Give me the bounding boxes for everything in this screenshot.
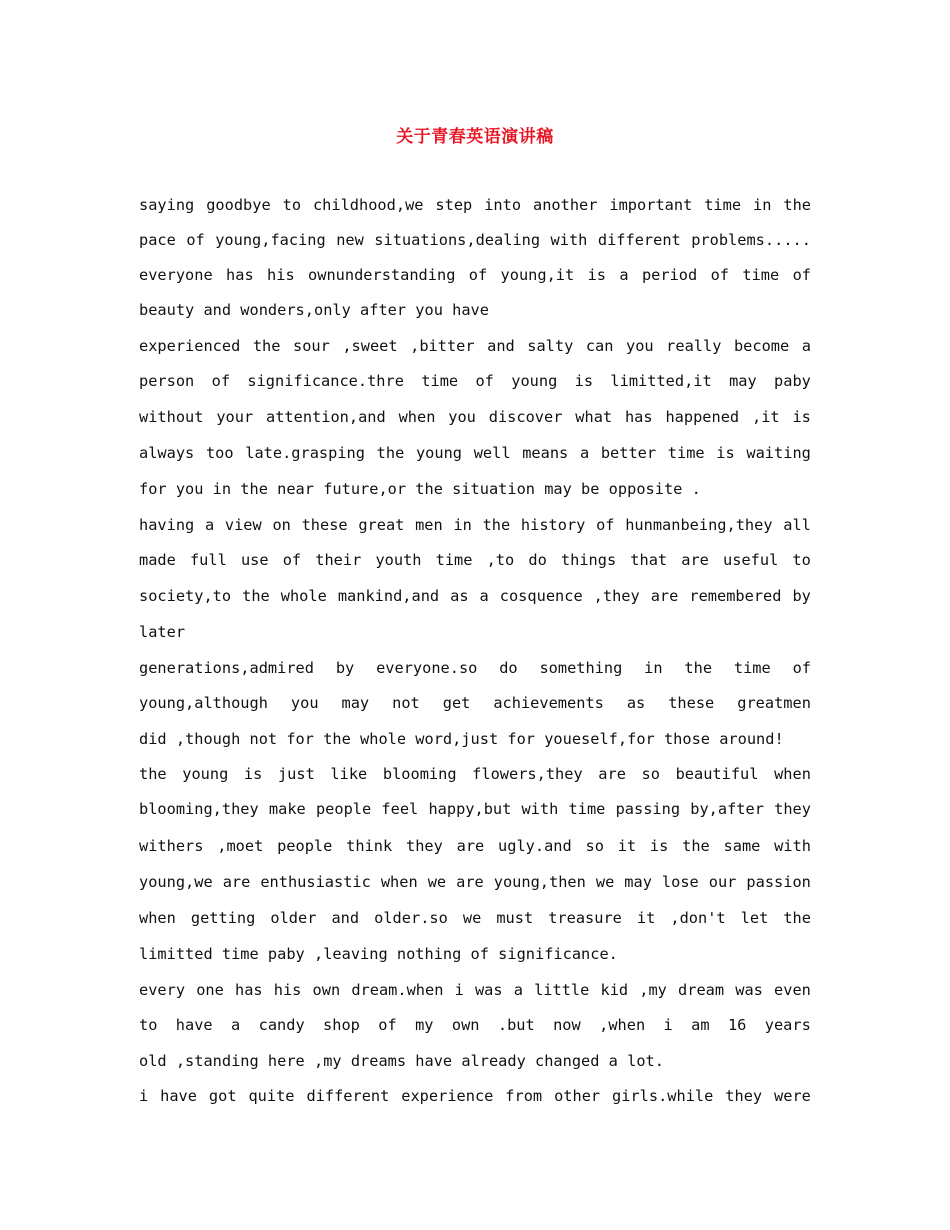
- word: beautiful: [675, 765, 759, 784]
- word: time: [733, 658, 771, 677]
- word: have: [160, 1087, 197, 1106]
- word: in: [644, 658, 663, 677]
- word: happy,but: [428, 800, 512, 819]
- word: situations,dealing: [374, 231, 541, 249]
- word: flowers,they: [472, 765, 583, 784]
- text-line: [139, 1007, 811, 1043]
- word: by: [335, 658, 355, 677]
- word: we: [427, 872, 447, 891]
- word: getting: [190, 909, 256, 928]
- word: when: [398, 407, 436, 426]
- text-line: [139, 578, 811, 614]
- word: everyone.so: [376, 658, 478, 677]
- word: get: [442, 693, 471, 712]
- word: is: [649, 836, 669, 855]
- word: with: [774, 836, 811, 855]
- word: do: [528, 550, 547, 569]
- word: significance.thre: [247, 371, 404, 390]
- text-line: [139, 1079, 811, 1113]
- word: of: [792, 266, 811, 285]
- word: it: [617, 836, 637, 855]
- word: ,when: [599, 1015, 646, 1034]
- word: that: [630, 550, 668, 569]
- word: like: [330, 765, 368, 784]
- word: important: [609, 196, 693, 214]
- word: i: [454, 980, 464, 999]
- word: these: [301, 515, 348, 534]
- word: a: [231, 1015, 241, 1034]
- word: sour: [292, 336, 330, 355]
- word: what: [575, 407, 613, 426]
- word: the: [783, 196, 811, 214]
- word: something: [539, 658, 623, 677]
- word: ownunderstanding: [308, 266, 456, 285]
- word: own: [451, 1015, 480, 1034]
- word: is: [243, 765, 263, 784]
- word: is: [716, 444, 735, 463]
- word: are: [681, 550, 709, 569]
- word: candy: [258, 1015, 305, 1034]
- word: of: [475, 371, 494, 390]
- word: time: [435, 550, 473, 569]
- word: their: [315, 550, 362, 569]
- word: years: [764, 1015, 811, 1034]
- word: enthusiastic: [260, 872, 371, 891]
- word: a: [204, 515, 215, 534]
- word: our: [708, 872, 737, 891]
- word: young: [415, 444, 463, 463]
- word: a: [619, 266, 629, 285]
- word: childhood,we: [312, 196, 424, 214]
- word: blooming: [382, 765, 457, 784]
- text-line: later: [139, 623, 186, 642]
- word: can: [585, 336, 614, 355]
- word: into: [484, 196, 522, 214]
- word: people: [315, 800, 372, 819]
- text-line: [139, 900, 811, 936]
- word: view: [224, 515, 262, 534]
- word: it: [636, 909, 656, 928]
- document-body: [139, 188, 811, 1113]
- text-line: beauty and wonders,only after you have: [139, 301, 489, 320]
- word: girls.while: [612, 1087, 714, 1106]
- word: young,then: [493, 872, 586, 891]
- word: ,moet: [217, 836, 264, 855]
- word: withers: [139, 836, 204, 855]
- word: was: [735, 980, 763, 999]
- word: my: [415, 1015, 434, 1034]
- word: made: [139, 550, 176, 569]
- word: great: [358, 515, 405, 534]
- word: have: [175, 1015, 213, 1034]
- word: experienced: [139, 336, 241, 355]
- word: same: [723, 836, 761, 855]
- text-line: [139, 757, 811, 791]
- word: just: [277, 765, 315, 784]
- word: happened: [665, 407, 740, 426]
- word: shop: [323, 1015, 360, 1034]
- word: has: [234, 980, 263, 999]
- word: may: [624, 872, 652, 891]
- word: are: [456, 872, 484, 891]
- word: people: [277, 836, 333, 855]
- word: the: [482, 515, 511, 534]
- word: you: [448, 407, 476, 426]
- word: when: [774, 765, 811, 784]
- word: useful: [723, 550, 779, 569]
- word: time: [568, 800, 606, 819]
- word: experience: [401, 1087, 494, 1106]
- word: remembered: [689, 587, 782, 606]
- word: young,although: [139, 693, 268, 712]
- word: must: [496, 909, 534, 928]
- word: by: [792, 587, 811, 606]
- word: are: [456, 836, 485, 855]
- word: the: [783, 909, 811, 928]
- word: young,facing: [215, 231, 326, 249]
- word: time: [421, 371, 459, 390]
- word: the: [682, 836, 710, 855]
- word: we: [595, 872, 615, 891]
- word: ,bitter: [410, 336, 475, 355]
- word: you: [290, 693, 319, 712]
- word: ugly.and: [498, 836, 572, 855]
- word: a: [479, 587, 489, 606]
- word: 16: [727, 1015, 747, 1034]
- word: different: [306, 1087, 390, 1106]
- word: become: [733, 336, 790, 355]
- word: really: [666, 336, 722, 355]
- word: all: [783, 515, 811, 534]
- word: and: [487, 336, 515, 355]
- word: his: [273, 980, 302, 999]
- word: full: [189, 550, 227, 569]
- text-line: limitted time paby ,leaving nothing of significance.: [139, 945, 618, 964]
- word: i: [663, 1015, 673, 1034]
- word: ,to: [486, 550, 515, 569]
- word: they: [774, 800, 811, 819]
- word: with: [521, 800, 559, 819]
- word: time: [742, 266, 780, 285]
- word: blooming,they: [139, 800, 259, 819]
- word: his: [267, 266, 295, 285]
- word: so: [641, 765, 660, 784]
- word: your: [216, 407, 254, 426]
- word: young,it: [500, 266, 575, 285]
- word: greatmen: [737, 693, 811, 712]
- word: dream: [678, 980, 725, 999]
- word: saying: [139, 196, 195, 214]
- word: cosquence: [499, 587, 583, 606]
- word: think: [346, 836, 393, 855]
- word: older.so: [374, 909, 448, 928]
- text-line: [139, 435, 811, 471]
- word: another: [532, 196, 598, 214]
- word: were: [774, 1087, 811, 1106]
- word: ,don't: [670, 909, 726, 928]
- word: feel: [381, 800, 419, 819]
- word: the: [684, 658, 713, 677]
- word: goodbye: [206, 196, 271, 214]
- word: other: [554, 1087, 601, 1106]
- word: the: [252, 336, 281, 355]
- word: with: [550, 231, 588, 249]
- word: may: [341, 693, 370, 712]
- word: new: [336, 231, 364, 249]
- word: of: [282, 550, 302, 569]
- text-line: [139, 258, 811, 292]
- word: and: [331, 909, 360, 928]
- word: youth: [375, 550, 422, 569]
- word: kid: [600, 980, 629, 999]
- word: well: [473, 444, 511, 463]
- word: things: [560, 550, 617, 569]
- word: as: [626, 693, 646, 712]
- word: to: [282, 196, 302, 214]
- word: of: [468, 266, 488, 285]
- word: are: [650, 587, 679, 606]
- text-line: [139, 791, 811, 827]
- word: i: [139, 1087, 149, 1106]
- word: young,we: [139, 872, 213, 891]
- word: to: [792, 550, 811, 569]
- word: is: [574, 371, 594, 390]
- word: everyone: [139, 266, 213, 285]
- word: of: [596, 515, 615, 534]
- word: ,sweet: [342, 336, 398, 355]
- word: young: [511, 371, 558, 390]
- word: own: [312, 980, 341, 999]
- word: time: [667, 444, 705, 463]
- word: is: [587, 266, 607, 285]
- word: always: [139, 444, 195, 463]
- word: ,my: [639, 980, 667, 999]
- word: a: [513, 980, 523, 999]
- word: am: [691, 1015, 710, 1034]
- word: paby: [774, 371, 811, 390]
- word: got: [208, 1087, 237, 1106]
- word: little: [534, 980, 590, 999]
- word: one: [196, 980, 224, 999]
- word: are: [222, 872, 251, 891]
- text-line: [139, 363, 811, 399]
- word: period: [641, 266, 698, 285]
- word: step: [435, 196, 473, 214]
- text-line: [139, 508, 811, 542]
- word: means: [522, 444, 569, 463]
- word: on: [272, 515, 291, 534]
- word: .but: [497, 1015, 535, 1034]
- word: do: [499, 658, 518, 677]
- word: has: [624, 407, 653, 426]
- word: limitted,it: [610, 371, 712, 390]
- word: of: [378, 1015, 397, 1034]
- text-line: did ,though not for the whole word,just for youeself,for those around!: [139, 729, 784, 748]
- word: not: [392, 693, 420, 712]
- word: to: [139, 1015, 158, 1034]
- word: dream.when: [351, 980, 444, 999]
- word: late.grasping: [245, 444, 365, 463]
- text-line: old ,standing here ,my dreams have already changed a lot.: [139, 1052, 664, 1071]
- word: hunmanbeing,they: [625, 515, 773, 534]
- word: when: [380, 872, 418, 891]
- word: young: [182, 765, 229, 784]
- word: history: [520, 515, 586, 534]
- word: of: [710, 266, 729, 285]
- word: in: [453, 515, 472, 534]
- text-line: [139, 222, 811, 258]
- word: problems.....: [691, 231, 811, 249]
- word: quite: [248, 1087, 295, 1106]
- text-line: [139, 828, 811, 864]
- text-line: [139, 188, 811, 222]
- word: time: [704, 196, 742, 214]
- text-line: [139, 329, 811, 363]
- text-line: [139, 685, 811, 721]
- word: the: [376, 444, 405, 463]
- word: in: [753, 196, 772, 214]
- word: we: [462, 909, 482, 928]
- word: too: [205, 444, 234, 463]
- word: society,to: [139, 587, 232, 606]
- word: let: [740, 909, 769, 928]
- word: person: [139, 371, 195, 390]
- word: use: [240, 550, 269, 569]
- word: treasure: [548, 909, 622, 928]
- word: achievements: [493, 693, 604, 712]
- text-line: [139, 864, 811, 900]
- document-title: 关于青春英语演讲稿: [396, 127, 554, 147]
- word: the: [242, 587, 270, 606]
- word: a: [579, 444, 590, 463]
- text-line: [139, 651, 811, 685]
- text-line: [139, 542, 811, 578]
- word: salty: [527, 336, 574, 355]
- word: may: [729, 371, 757, 390]
- word: from: [505, 1087, 543, 1106]
- word: these: [668, 693, 715, 712]
- word: the: [139, 765, 167, 784]
- word: having: [139, 515, 195, 534]
- word: they: [725, 1087, 763, 1106]
- word: was: [474, 980, 503, 999]
- text-line: for you in the near future,or the situation may be opposite .: [139, 480, 701, 499]
- word: has: [226, 266, 254, 285]
- word: are: [598, 765, 626, 784]
- word: of: [211, 371, 231, 390]
- word: ,they: [593, 587, 640, 606]
- word: better: [600, 444, 657, 463]
- word: generations,admired: [139, 658, 314, 677]
- word: pace: [139, 231, 176, 249]
- word: they: [405, 836, 443, 855]
- word: even: [774, 980, 811, 999]
- word: make: [268, 800, 306, 819]
- word: by,after: [690, 800, 764, 819]
- word: attention,and: [266, 407, 386, 426]
- word: so: [585, 836, 604, 855]
- word: mankind,and: [337, 587, 440, 606]
- word: when: [139, 909, 176, 928]
- word: passion: [746, 872, 811, 891]
- word: is: [792, 407, 811, 426]
- word: you: [626, 336, 654, 355]
- word: whole: [280, 587, 327, 606]
- word: now: [553, 1015, 581, 1034]
- text-line: [139, 973, 811, 1007]
- word: men: [415, 515, 443, 534]
- word: waiting: [746, 444, 811, 463]
- word: ,it: [751, 407, 780, 426]
- text-line: [139, 399, 811, 435]
- word: without: [139, 407, 204, 426]
- word: older: [270, 909, 317, 928]
- word: discover: [488, 407, 563, 426]
- word: as: [450, 587, 469, 606]
- word: of: [186, 231, 205, 249]
- word: a: [801, 336, 811, 355]
- word: every: [139, 980, 186, 999]
- word: lose: [661, 872, 699, 891]
- word: passing: [615, 800, 681, 819]
- word: different: [597, 231, 681, 249]
- word: of: [792, 658, 811, 677]
